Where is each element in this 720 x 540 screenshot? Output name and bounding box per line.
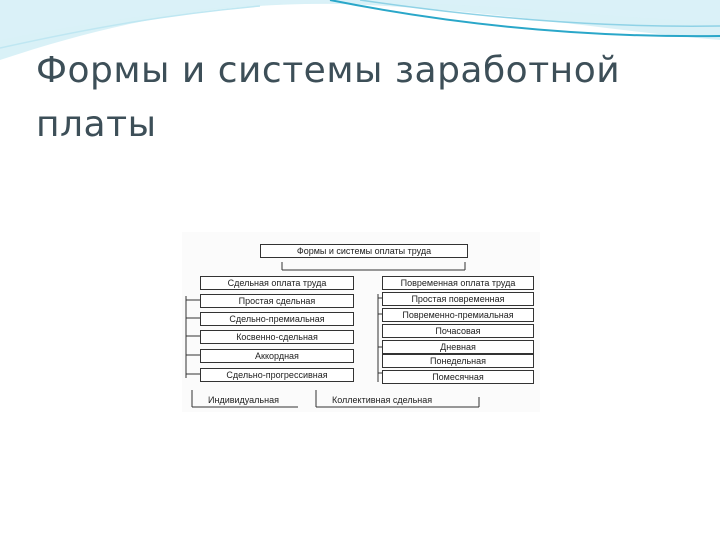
left-item-box: Сдельно-премиальная [200, 312, 354, 326]
collective-label: Коллективная сдельная [332, 395, 433, 405]
slide-title: Формы и системы заработной платы [36, 50, 621, 145]
right-item-box: Почасовая [382, 324, 534, 338]
org-diagram [182, 232, 540, 412]
right-item-box: Понедельная [382, 354, 534, 368]
root-box: Формы и системы оплаты труда [260, 244, 468, 258]
left-item-box: Простая сдельная [200, 294, 354, 308]
individual-label: Индивидуальная [208, 395, 279, 405]
left-item-box: Косвенно-сдельная [200, 330, 354, 344]
right-item-box: Простая повременная [382, 292, 534, 306]
right-item-box: Дневная [382, 340, 534, 354]
time-based-header-box: Повременная оплата труда [382, 276, 534, 290]
right-item-box: Помесячная [382, 370, 534, 384]
piecework-header-box: Сдельная оплата труда [200, 276, 354, 290]
left-item-box: Аккордная [200, 349, 354, 363]
left-item-box: Сдельно-прогрессивная [200, 368, 354, 382]
right-item-box: Повременно-премиальная [382, 308, 534, 322]
